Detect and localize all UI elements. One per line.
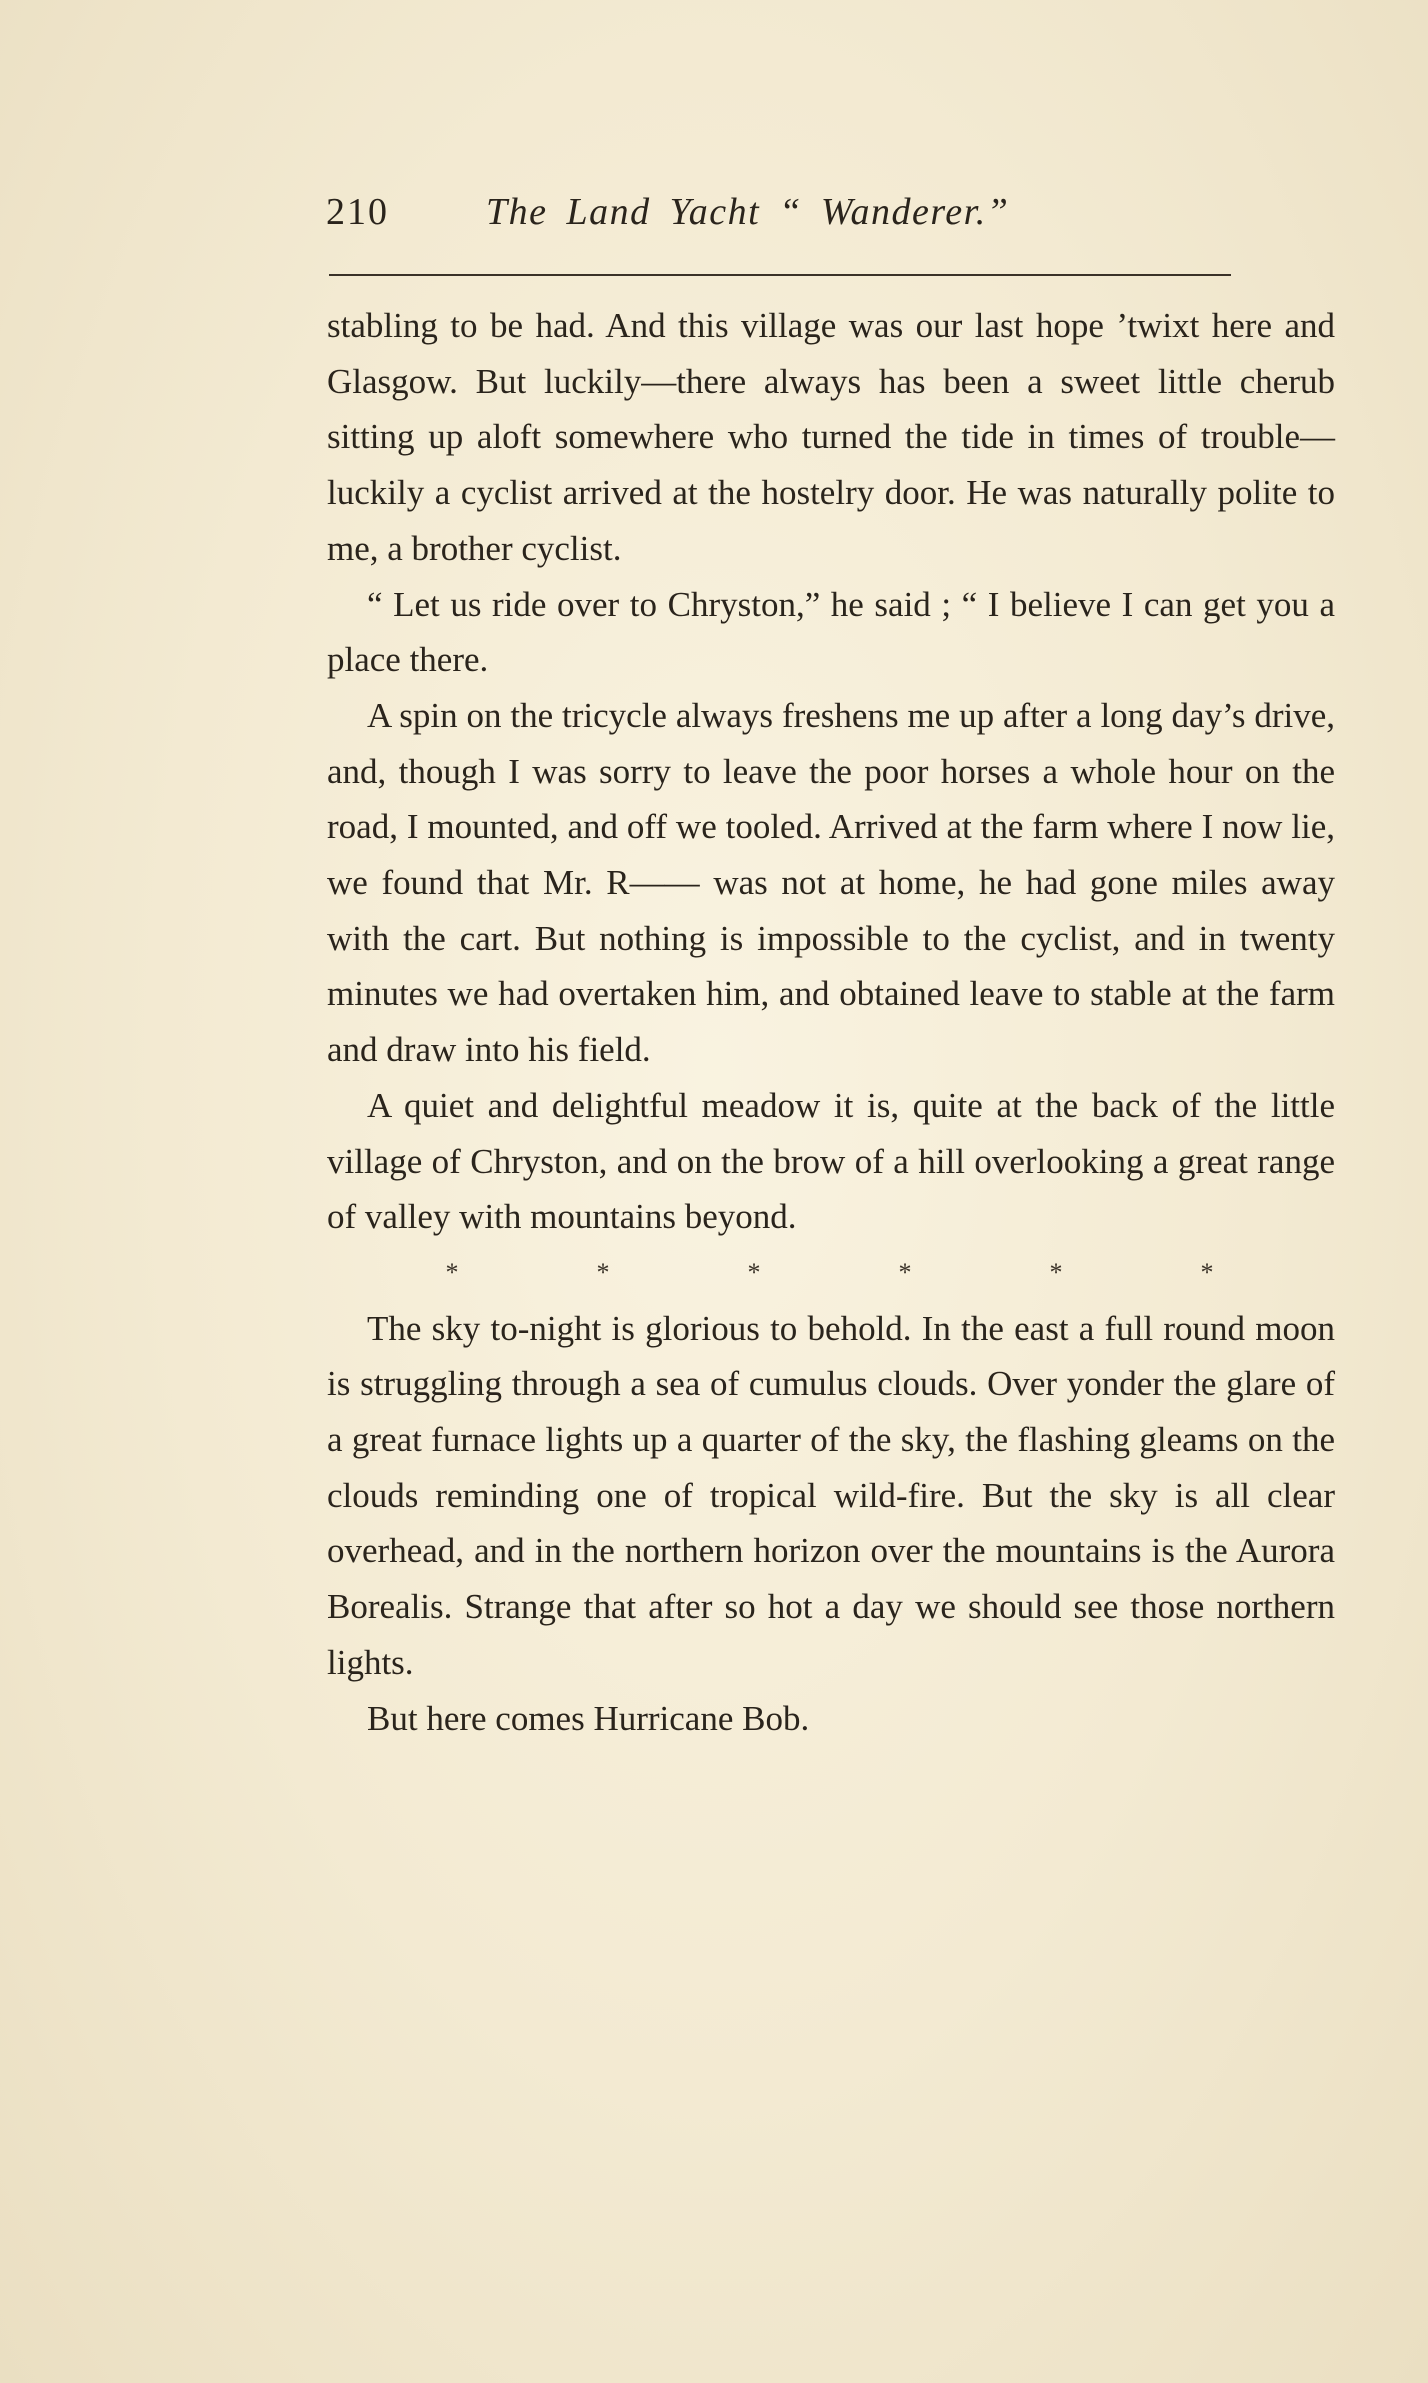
section-break-star: * xyxy=(1049,1257,1063,1287)
section-break-star: * xyxy=(596,1257,610,1287)
paragraph-3: A spin on the tricycle always freshens me up after a long day’s drive, and, though I was sorry to leave the poor horses a whole hour on the road, I mounted, and off we tooled. Arrived at the farm where I now lie, we found that Mr. R—— was not at home, he had gone miles away with the cart. But nothing is impossible to the cyclist, and in twenty minutes we had overtaken him, and obtained leave to stable at the farm and draw into his field. xyxy=(327,695,1335,1070)
page-number: 210 xyxy=(326,191,389,233)
section-break-star: * xyxy=(747,1257,761,1287)
page-header xyxy=(326,190,1336,250)
section-break-star: * xyxy=(445,1257,459,1287)
body-text xyxy=(327,298,1335,1746)
section-break-star: * xyxy=(1200,1257,1214,1287)
paragraph-5: The sky to-night is glorious to behold. In the east a full round moon is struggling through a sea of cumulus clouds. Over yonder the glare of a great furnace lights up a quarter of the sky, the flashing gleams on the clouds reminding one of tropical wild-fire. But the sky is all clear overhead, and in the northern horizon over the mountains is the Aurora Borealis. Strange that after so hot a day we should see those northern lights. xyxy=(327,1308,1335,1682)
header-rule xyxy=(329,274,1231,276)
paragraph-1: stabling to be had. And this village was our last hope ’twixt here and Glasgow. But luckily—there always has been a sweet little cherub sitting up aloft somewhere who turned the tide in times of trouble—luckily a cyclist arrived at the hostelry door. He was naturally polite to me, a brother cyclist. xyxy=(327,306,1335,568)
paragraph-4: A quiet and delightful meadow it is, quite at the back of the little village of Chryston, and on the brow of a hill overlooking a great range of valley with mountains beyond. xyxy=(327,1085,1335,1237)
paragraph-6: But here comes Hurricane Bob. xyxy=(367,1698,810,1738)
section-break xyxy=(442,1245,1217,1301)
section-break-star: * xyxy=(898,1257,912,1287)
paragraph-2: “ Let us ride over to Chryston,” he said ; “ I believe I can get you a place there. xyxy=(327,584,1335,680)
running-title: The Land Yacht “ Wanderer.” xyxy=(486,191,1010,233)
